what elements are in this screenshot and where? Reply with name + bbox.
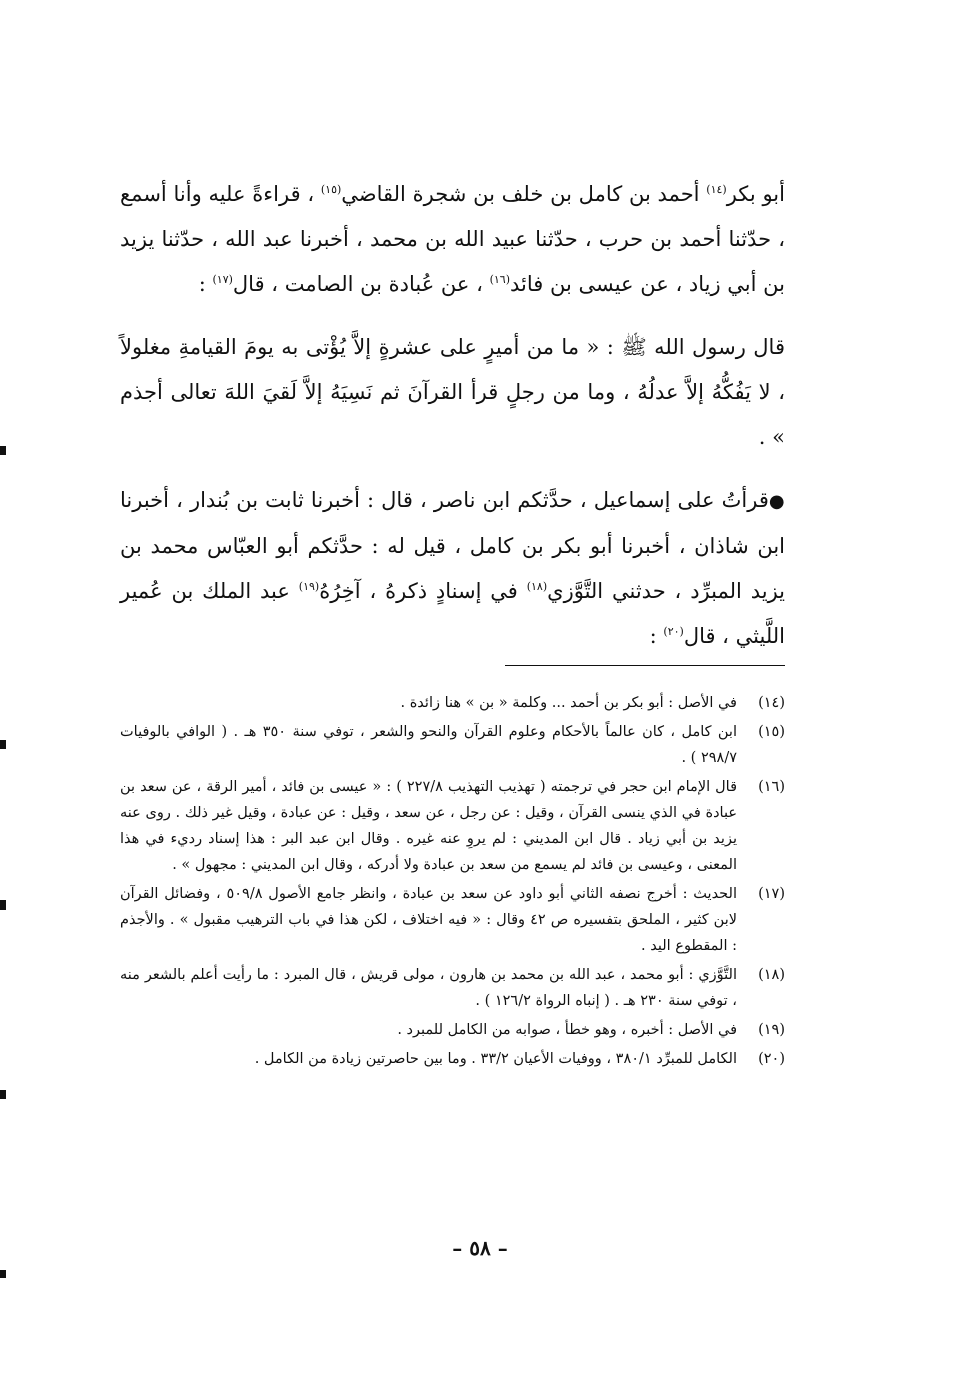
- footnote: [120, 690, 785, 716]
- bullet-marker: ●: [768, 491, 785, 512]
- text-segment: ، قراءةً عليه وأنا أسمع ، حدّثنا أحمد بن حرب ، حدّثنا عبيد الله بن محمد ، أخبرنا عبد الله ، حدّثنا يزيد بن أبي زياد ، عن عيسى بن فائد: [120, 182, 785, 296]
- footnote: [120, 1046, 785, 1072]
- footnote-reference: (١٦): [489, 273, 510, 286]
- text-segment: :: [198, 272, 213, 296]
- isnad-paragraph-1: [120, 172, 785, 307]
- footnote-text: الكامل للمبرِّد ٣٨٠/١ ، ووفيات الأعيان ٣٣/٢ . وما بين حاصرتين زيادة من الكامل .: [254, 1051, 737, 1067]
- footnote-number: (١٦): [758, 779, 785, 795]
- footnote-number: (١٩): [758, 1022, 785, 1038]
- text-segment: :: [649, 624, 664, 648]
- footnote-reference: (٢٠): [663, 625, 684, 638]
- footnote-reference: (١٨): [526, 580, 548, 593]
- footnote-reference: (١٩): [298, 580, 320, 593]
- footnote-text: في الأصل : أبو بكر بن أحمد ... وكلمة « بن » هنا زائدة .: [400, 695, 737, 711]
- hadith-paragraph: [120, 325, 785, 460]
- footnote-text: التَّوَّزي : أبو محمد ، عبد الله بن محمد بن هارون ، مولى قريش ، قال المبرد : ما رأيت أعلم بالشعر منه ، توفي سنة ٢٣٠ هـ . ( إنباه الرواة ١٢٦/٢ ) .: [120, 967, 737, 1009]
- footnote-text: في الأصل : أخبره ، وهو خطأ ، صوابه من الكامل للمبرد .: [397, 1022, 737, 1038]
- text-segment: أحمد بن كامل بن خلف بن شجرة القاضي: [341, 182, 707, 206]
- footnote-reference: (١٥): [320, 183, 342, 196]
- footnote-reference: (١٧): [212, 273, 233, 286]
- footnote-number: (١٧): [758, 886, 785, 902]
- footnote-number: (٢٠): [758, 1051, 785, 1067]
- isnad-paragraph-2: [120, 478, 785, 659]
- footnote-number: (١٥): [758, 724, 785, 740]
- footnote: [120, 881, 785, 959]
- main-text: [120, 172, 785, 677]
- footnote-text: قال الإمام ابن حجر في ترجمته ( تهذيب التهذيب ٢٢٧/٨ ) : « عيسى بن فائد ، أمير الرقة ، عن سعد بن عبادة في الذي ينسى القرآن ، وقيل : عن رجل ، عن سعد ، وقيل : عن عبادة ، وقيل غير ذلك . روى عنه يزيد بن أبي زياد . قال ابن المديني : لم يروِ عنه غيره . وقال ابن عبد البر : هذا إسناد رديء في هذا المعنى ، وعيسى بن فائد لم يسمع من سعد بن عبادة ولا أدركه ، وقال ابن المديني : مجهول » .: [120, 779, 738, 873]
- scan-edge-mark: [0, 1090, 6, 1099]
- footnote-text: ابن كامل ، كان عالماً بالأحكام وعلوم القرآن والنحو والشعر ، توفي سنة ٣٥٠ هـ . ( الوافي بالوفيات ٢٩٨/٧ ) .: [120, 724, 737, 766]
- text-segment: عبد الملك بن عُمير اللَّيثي ، قال: [120, 579, 785, 648]
- scan-edge-mark: [0, 900, 6, 910]
- footnote-number: (١٨): [758, 967, 785, 983]
- scan-edge-mark: [0, 446, 6, 455]
- footnotes: [120, 690, 785, 1075]
- footnote-text: الحديث : أخرج نصفه الثاني أبو داود عن سعد بن عبادة ، وانظر جامع الأصول ٥٠٩/٨ ، وفضائل القرآن لابن كثير ، الملحق بتفسيره ص ٤٢ وقال : « فيه اختلاف ، لكن هذا في باب الترهيب مقبول » . والأجذم : المقطوع اليد .: [120, 886, 737, 954]
- footnote-number: (١٤): [758, 695, 785, 711]
- footnote: [120, 774, 785, 878]
- scan-edge-mark: [0, 1270, 6, 1278]
- footnote-reference: (١٤): [706, 183, 727, 196]
- footnote: [120, 719, 785, 771]
- footnote: [120, 1017, 785, 1043]
- text-segment: أبو بكر: [726, 182, 785, 206]
- text-segment: قرأتُ على إسماعيل ، حدَّثكم ابن ناصر ، قال : أخبرنا ثابت بن بُندار ، أخبرنا ابن شاذان ، أخبرنا أبو بكر بن كامل ، قيل له : حدَّثكم أبو العبّاس محمد بن يزيد المبرِّد ، حدثني التَّوَّزي: [120, 488, 785, 603]
- footnote: [120, 962, 785, 1014]
- text-segment: ، عن عُبادة بن الصامت ، قال: [232, 272, 490, 296]
- page-number: – ٥٨ –: [452, 1236, 508, 1260]
- footnote-separator: [505, 665, 785, 666]
- text-segment: في إسنادٍ ذكرهُ ، آخِرُهُ: [319, 579, 527, 603]
- scan-edge-mark: [0, 740, 6, 749]
- text-segment: قال رسول الله ﷺ : « ما من أميرٍ على عشرةٍ إلاَّ يُؤْتى به يومَ القيامةِ مغلولاً ، لا يَفُكُّهُ إلاَّ عدلُهُ ، وما من رجلٍ قرأ القرآنَ ثم نَسِيَهُ إلاَّ لَقيَ اللهَ تعالى أجذم » .: [120, 335, 785, 449]
